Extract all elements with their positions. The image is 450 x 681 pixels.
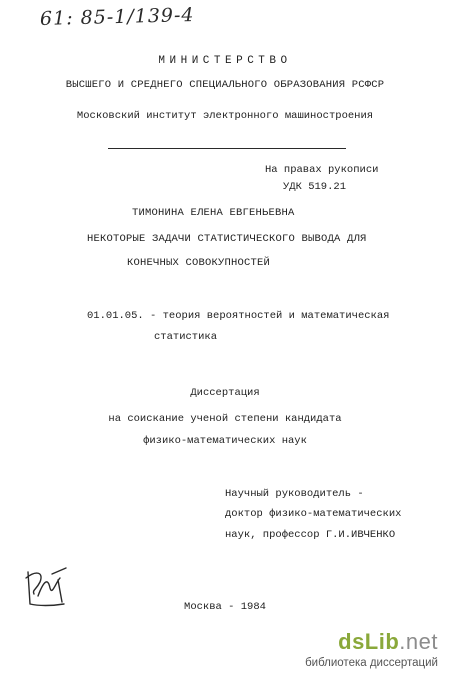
manuscript-rights: На правах рукописи <box>265 164 379 176</box>
author-name: ТИМОНИНА ЕЛЕНА ЕВГЕНЬЕВНА <box>132 207 295 219</box>
dslib-watermark <box>266 629 446 675</box>
degree-line-1: на соискание ученой степени кандидата <box>108 413 342 425</box>
supervisor-label: Научный руководитель - <box>225 488 364 500</box>
institute-name: Московский институт электронного машиностроения <box>76 110 374 122</box>
handwritten-catalog-number: 61: 85-1/139-4 <box>39 3 195 31</box>
supervisor-title: доктор физико-математических <box>225 508 402 520</box>
city-and-year: Москва - 1984 <box>184 601 266 613</box>
supervisor-name: наук, профессор Г.И.ИВЧЕНКО <box>225 529 396 541</box>
degree-line-2: физико-математических наук <box>143 435 307 447</box>
udk-code: УДК 519.21 <box>283 181 347 193</box>
ministry-title: МИНИСТЕРСТВО <box>158 55 292 67</box>
specialty-code-line-2: статистика <box>154 331 218 343</box>
watermark-subtitle: библиотека диссертаций <box>305 657 438 669</box>
thesis-title-line-2: КОНЕЧНЫХ СОВОКУПНОСТЕЙ <box>127 257 271 269</box>
ministry-full-name: ВЫСШЕГО И СРЕДНЕГО СПЕЦИАЛЬНОГО ОБРАЗОВАНИЯ РСФСР <box>65 79 385 91</box>
document-type: Диссертация <box>190 387 260 399</box>
thesis-title-line-1: НЕКОТОРЫЕ ЗАДАЧИ СТАТИСТИЧЕСКОГО ВЫВОДА ДЛЯ <box>87 233 367 245</box>
specialty-code-line-1: 01.01.05. - теория вероятностей и математическая <box>87 310 390 322</box>
header-divider <box>108 148 346 149</box>
watermark-logo: dsLib.net <box>338 629 438 654</box>
